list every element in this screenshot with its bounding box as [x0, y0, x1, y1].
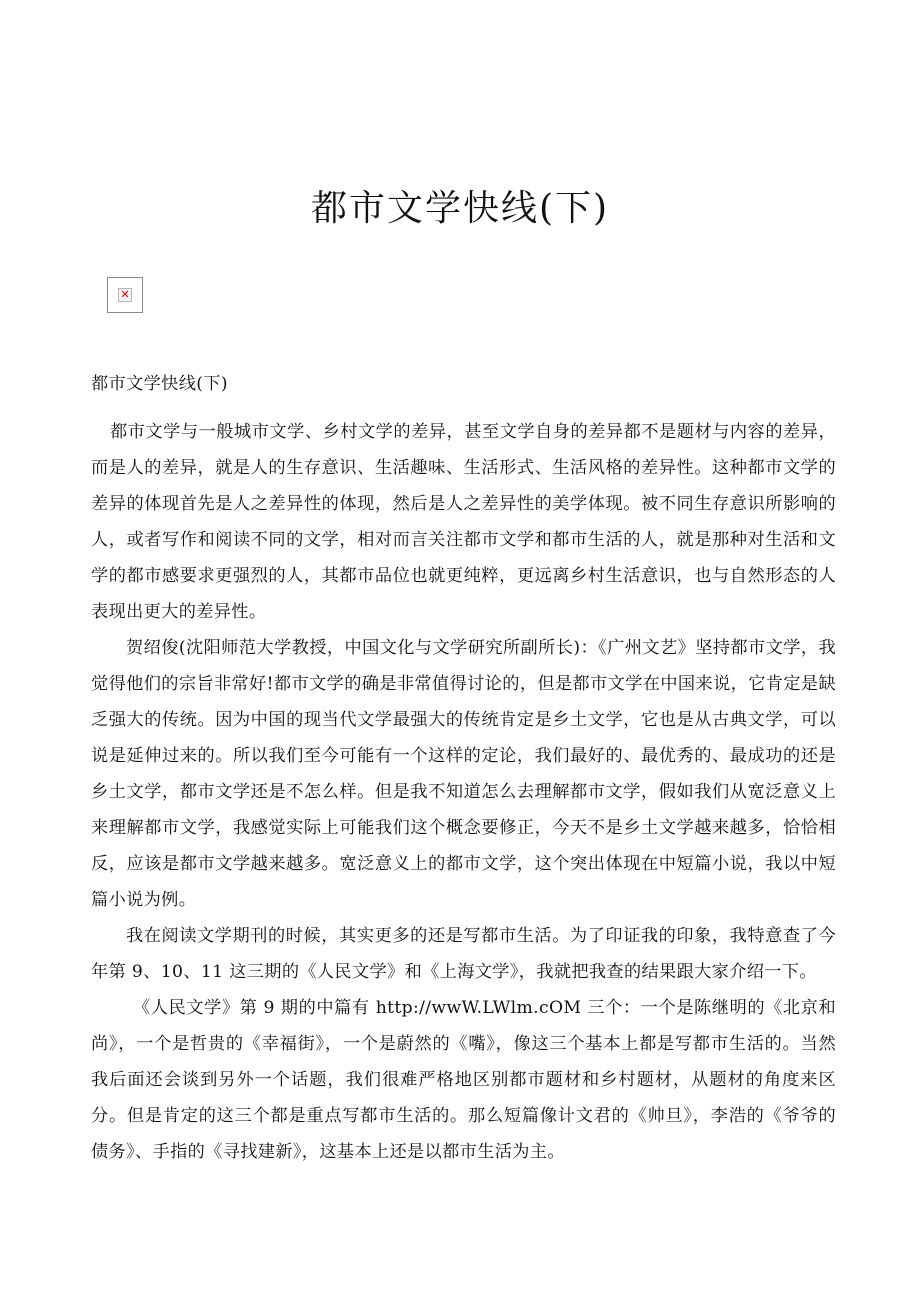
broken-image-frame — [118, 288, 132, 302]
paragraph-4: 《人民文学》第 9 期的中篇有 http://wwW.LWlm.cOM 三个：一个是陈继明的《北京和尚》，一个是哲贵的《幸福街》，一个是蔚然的《嘴》，像这三个基本上都是写都市生活的。当然我后面还会谈到另外一个话题，我们很难严格地区别都市题材和乡村题材，从题材的角度来区分。但是肯定的这三个都是重点写都市生活的。那么短篇像计文君的《帅旦》，李浩的《爷爷的债务》、手指的《寻找建新》，这基本上还是以都市生活为主。 — [91, 998, 836, 1162]
article-body — [91, 366, 836, 1170]
paragraph-3: 我在阅读文学期刊的时候，其实更多的还是写都市生活。为了印证我的印象，我特意查了今年第 9、10、11 这三期的《人民文学》和《上海文学》，我就把我查的结果跟大家介绍一下。 — [91, 926, 836, 982]
paragraph-1: 都市文学与一般城市文学、乡村文学的差异，甚至文学自身的差异都不是题材与内容的差异，而是人的差异，就是人的生存意识、生活趣味、生活形式、生活风格的差异性。这种都市文学的差异的体现首先是人之差异性的体现，然后是人之差异性的美学体现。被不同生存意识所影响的人，或者写作和阅读不同的文学，相对而言关注都市文学和都市生活的人，就是那种对生活和文学的都市感要求更强烈的人，其都市品位也就更纯粹，更远离乡村生活意识，也与自然形态的人表现出更大的差异性。 — [91, 422, 836, 622]
broken-image-icon — [107, 277, 143, 313]
article-subtitle: 都市文学快线(下) — [91, 374, 228, 394]
red-x-icon: ✕ — [120, 288, 130, 301]
paragraph-2: 贺绍俊(沈阳师范大学教授，中国文化与文学研究所副所长)：《广州文艺》坚持都市文学，我觉得他们的宗旨非常好!都市文学的确是非常值得讨论的，但是都市文学在中国来说，它肯定是缺乏强大的传统。因为中国的现当代文学最强大的传统肯定是乡土文学，它也是从古典文学，可以说是延伸过来的。所以我们至今可能有一个这样的定论，我们最好的、最优秀的、最成功的还是乡土文学，都市文学还是不怎么样。但是我不知道怎么去理解都市文学，假如我们从宽泛意义上来理解都市文学，我感觉实际上可能我们这个概念要修正，今天不是乡土文学越来越多，恰恰相反，应该是都市文学越来越多。宽泛意义上的都市文学，这个突出体现在中短篇小说，我以中短篇小说为例。 — [91, 638, 836, 910]
document-title: 都市文学快线(下) — [310, 188, 610, 229]
